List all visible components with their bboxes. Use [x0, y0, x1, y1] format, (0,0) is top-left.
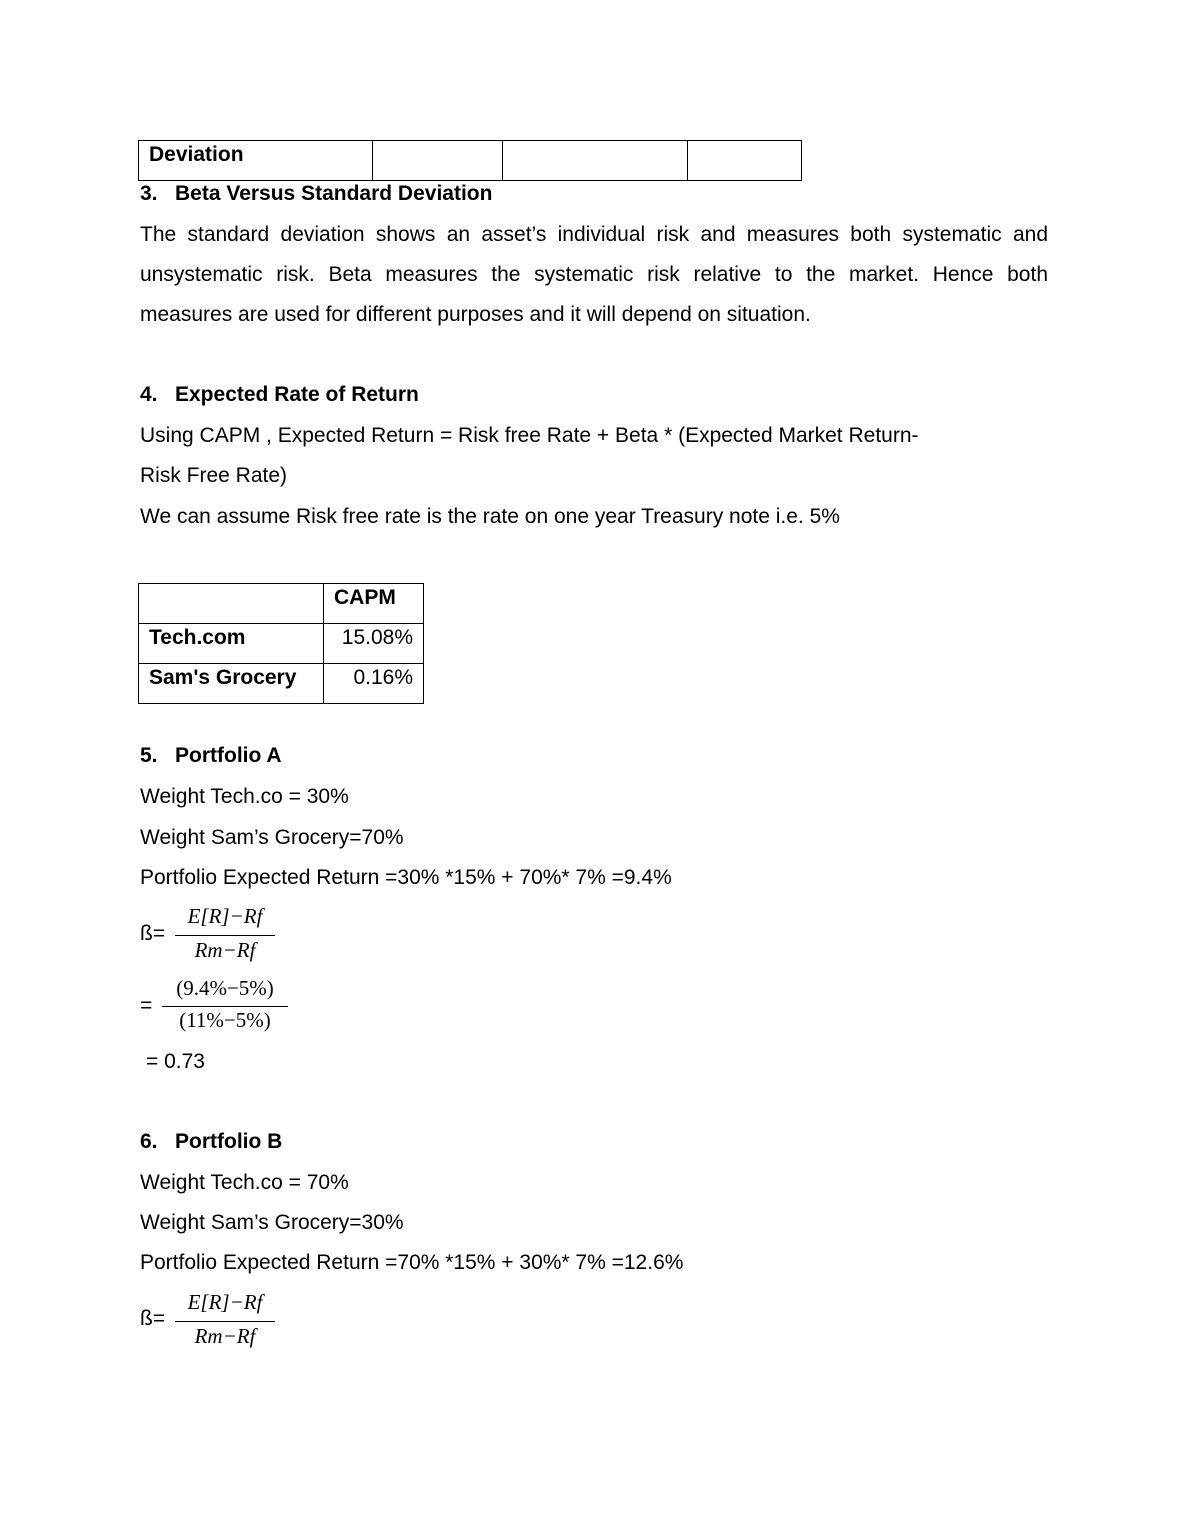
section-5-heading [140, 744, 282, 768]
table-cell-value: 15.08% [324, 624, 424, 664]
deviation-table [138, 140, 802, 181]
section-number: 3. [140, 182, 158, 205]
table-cell-empty [139, 584, 324, 624]
beta-calculation-fraction [162, 976, 288, 1036]
table-cell-empty [688, 141, 802, 181]
section-3-paragraph: The standard deviation shows an asset’s individual risk and measures both systematic and unsystematic risk. Beta measures the systematic risk relative to the market. Hence both measures are used for different purposes and it will depend on situation. [140, 223, 1048, 326]
table-cell-value: 0.16% [324, 664, 424, 704]
beta-numerator: E[R]−Rf [187, 904, 263, 928]
section-3-heading [140, 182, 492, 206]
beta-prefix: ß= [140, 1307, 166, 1330]
beta-formula-fraction [175, 1290, 275, 1350]
section-6-heading [140, 1130, 282, 1154]
section-number: 6. [140, 1130, 158, 1153]
beta-denominator: Rm−Rf [194, 1324, 256, 1348]
capm-formula-line-2: Risk Free Rate) [140, 464, 288, 487]
table-row [139, 141, 802, 181]
table-cell-name: Tech.com [139, 624, 324, 664]
table-cell-label: Deviation [139, 141, 373, 181]
risk-free-note: We can assume Risk free rate is the rate on one year Treasury note i.e. 5% [140, 505, 840, 528]
fraction-bar [175, 1321, 275, 1322]
table-row [139, 624, 424, 664]
beta-result: = 0.73 [146, 1050, 205, 1073]
weight-sams: Weight Sam’s Grocery=70% [140, 826, 404, 849]
equals-prefix: = [140, 994, 153, 1017]
section-number: 5. [140, 744, 158, 767]
portfolio-expected-return: Portfolio Expected Return =70% *15% + 30%* 7% =12.6% [140, 1251, 684, 1274]
weight-tech: Weight Tech.co = 30% [140, 785, 349, 808]
fraction-bar [175, 935, 275, 936]
section-title: Portfolio A [175, 744, 282, 767]
table-row [139, 664, 424, 704]
section-title: Portfolio B [175, 1130, 283, 1153]
calc-denominator: (11%−5%) [179, 1008, 271, 1032]
table-cell-empty [373, 141, 503, 181]
weight-sams: Weight Sam’s Grocery=30% [140, 1211, 404, 1234]
calc-numerator: (9.4%−5%) [176, 976, 274, 1000]
section-title: Beta Versus Standard Deviation [175, 182, 493, 205]
section-number: 4. [140, 383, 158, 406]
table-cell-name: Sam's Grocery [139, 664, 324, 704]
capm-table [138, 583, 424, 704]
fraction-bar [162, 1006, 288, 1007]
capm-formula-line-1: Using CAPM , Expected Return = Risk free Rate + Beta * (Expected Market Return- [140, 424, 919, 447]
table-row [139, 584, 424, 624]
table-header-capm: CAPM [324, 584, 424, 624]
table-cell-empty [503, 141, 688, 181]
weight-tech: Weight Tech.co = 70% [140, 1171, 349, 1194]
section-4-heading [140, 383, 419, 407]
beta-numerator: E[R]−Rf [187, 1290, 263, 1314]
portfolio-expected-return: Portfolio Expected Return =30% *15% + 70%* 7% =9.4% [140, 866, 672, 889]
beta-prefix: ß= [140, 922, 166, 945]
section-title: Expected Rate of Return [175, 383, 419, 406]
beta-denominator: Rm−Rf [194, 938, 256, 962]
beta-formula-fraction [175, 904, 275, 964]
